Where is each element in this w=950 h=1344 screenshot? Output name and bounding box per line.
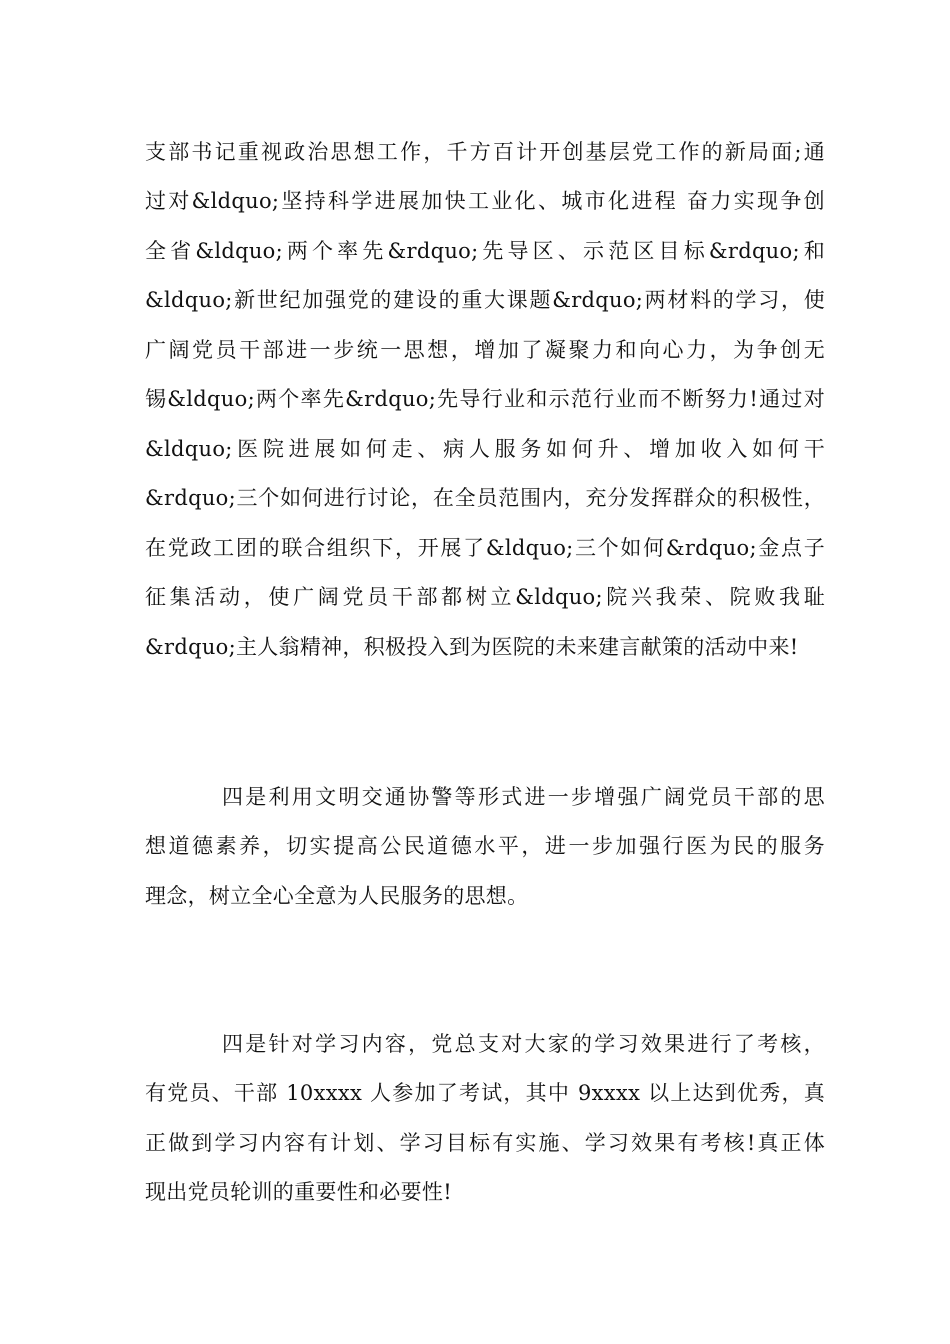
paragraph-1-line-5: 广阔党员干部进一步统一思想，增加了凝聚力和向心力，为争创无 xyxy=(145,338,825,362)
paragraph-1-line-8: &rdquo;三个如何进行讨论，在全员范围内，充分发挥群众的积极性， xyxy=(145,486,825,510)
paragraph-1-line-10: 征集活动，使广阔党员干部都树立&ldquo;院兴我荣、院败我耻 xyxy=(145,585,825,609)
paragraph-3-line-4: 现出党员轮训的重要性和必要性! xyxy=(145,1180,452,1204)
paragraph-1-line-9: 在党政工团的联合组织下，开展了&ldquo;三个如何&rdquo;金点子 xyxy=(145,536,825,560)
paragraph-1-line-2: 过对&ldquo;坚持科学进展加快工业化、城市化进程 奋力实现争创 xyxy=(145,189,825,213)
paragraph-3-line-3: 正做到学习内容有计划、学习目标有实施、学习效果有考核!真正体 xyxy=(145,1131,825,1155)
paragraph-1-line-6: 锡&ldquo;两个率先&rdquo;先导行业和示范行业而不断努力!通过对 xyxy=(145,387,825,411)
paragraph-1-line-4: &ldquo;新世纪加强党的建设的重大课题&rdquo;两材料的学习，使 xyxy=(145,288,825,312)
paragraph-1-line-1: 支部书记重视政治思想工作，千方百计开创基层党工作的新局面;通 xyxy=(145,140,825,164)
paragraph-3-line-1: 四是针对学习内容，党总支对大家的学习效果进行了考核， xyxy=(222,1032,825,1056)
paragraph-3-line-2: 有党员、干部 10xxxx 人参加了考试，其中 9xxxx 以上达到优秀，真 xyxy=(145,1081,825,1105)
paragraph-1-line-7: &ldquo;医院进展如何走、病人服务如何升、增加收入如何干 xyxy=(145,437,825,461)
paragraph-2-line-2: 想道德素养，切实提高公民道德水平，进一步加强行医为民的服务 xyxy=(145,834,825,858)
paragraph-2-line-1: 四是利用文明交通协警等形式进一步增强广阔党员干部的思 xyxy=(222,785,825,809)
paragraph-1-line-3: 全省&ldquo;两个率先&rdquo;先导区、示范区目标&rdquo;和 xyxy=(145,239,825,263)
paragraph-1-line-11: &rdquo;主人翁精神，积极投入到为医院的未来建言献策的活动中来! xyxy=(145,635,799,659)
paragraph-2-line-3: 理念，树立全心全意为人民服务的思想。 xyxy=(145,884,529,908)
